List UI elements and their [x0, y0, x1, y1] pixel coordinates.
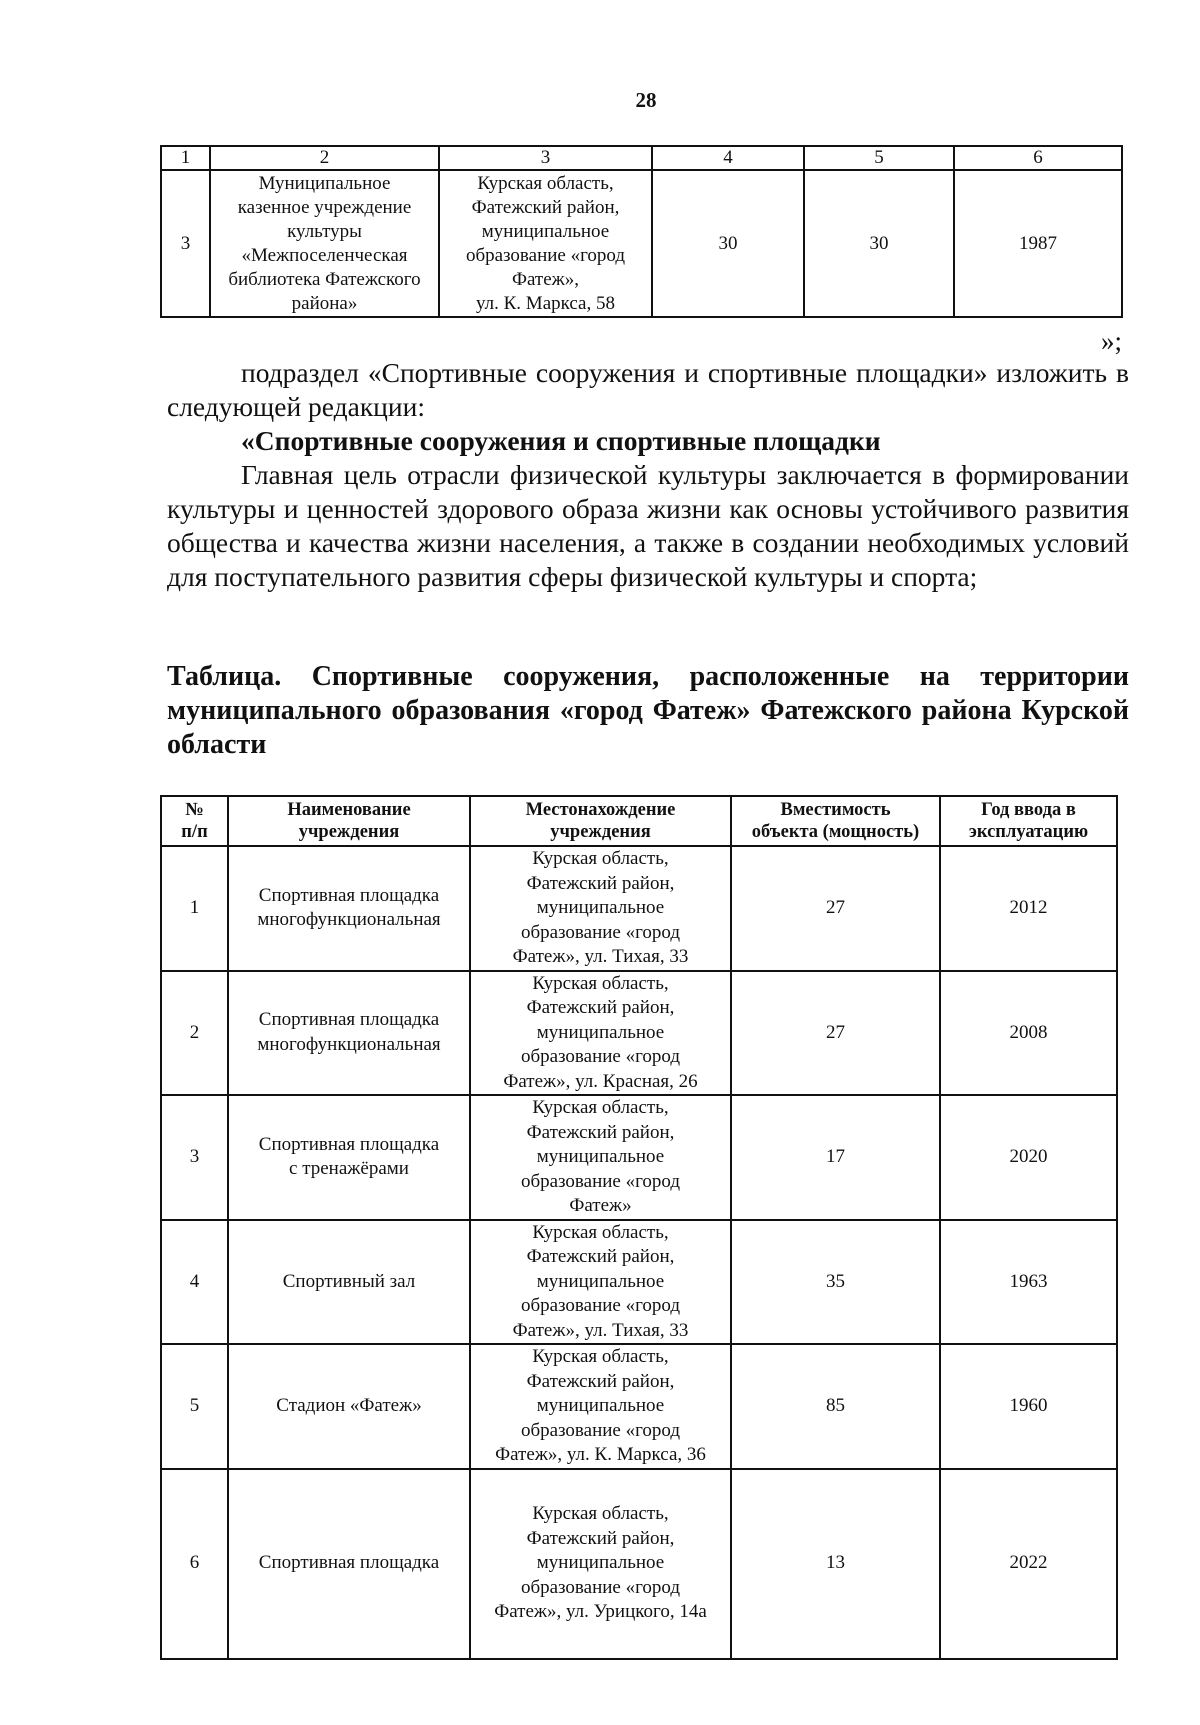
facility-capacity: 27: [731, 971, 940, 1096]
row-number: 6: [161, 1469, 228, 1659]
facility-name: Спортивная площадка многофункциональная: [228, 846, 470, 971]
header-year: Год ввода в эксплуатацию: [940, 796, 1117, 846]
table-header-row: [161, 796, 1117, 846]
facility-year: 1960: [940, 1344, 1117, 1469]
column-number: 2: [210, 146, 439, 170]
facility-capacity: 13: [731, 1469, 940, 1659]
header-capacity: Вместимость объекта (мощность): [731, 796, 940, 846]
facility-name: Спортивная площадка многофункциональная: [228, 971, 470, 1096]
facility-address: Курская область, Фатежский район, муниципальное образование «город Фатеж», ул. Урицкого, 14а: [470, 1469, 731, 1659]
continued-table: [160, 145, 1123, 318]
facility-name: Стадион «Фатеж»: [228, 1344, 470, 1469]
facility-address: Курская область, Фатежский район, муниципальное образование «город Фатеж», ул. Тихая, 33: [470, 1220, 731, 1345]
header-name: Наименование учреждения: [228, 796, 470, 846]
facility-address: Курская область, Фатежский район, муниципальное образование «город Фатеж»: [470, 1095, 731, 1220]
closing-quote: »;: [1100, 326, 1122, 356]
facility-year: 2022: [940, 1469, 1117, 1659]
facility-name: Спортивная площадка с тренажёрами: [228, 1095, 470, 1220]
header-number: № п/п: [161, 796, 228, 846]
cell-year: 1987: [954, 170, 1122, 317]
table-row: [161, 1220, 1117, 1345]
facility-address: Курская область, Фатежский район, муниципальное образование «город Фатеж», ул. Тихая, 33: [470, 846, 731, 971]
facility-year: 1963: [940, 1220, 1117, 1345]
facility-year: 2012: [940, 846, 1117, 971]
table-row: [161, 1469, 1117, 1659]
subsection-paragraph: подраздел «Спортивные сооружения и спортивные площадки» изложить в следующей редакции:: [167, 357, 1129, 422]
table-row: [161, 1095, 1117, 1220]
facility-address: Курская область, Фатежский район, муниципальное образование «город Фатеж», ул. Красная, 26: [470, 971, 731, 1096]
table-row: [161, 1344, 1117, 1469]
row-number: 3: [161, 1095, 228, 1220]
facility-capacity: 85: [731, 1344, 940, 1469]
row-number: 2: [161, 971, 228, 1096]
facility-capacity: 27: [731, 846, 940, 971]
page-number: 28: [635, 88, 657, 112]
column-number: 5: [804, 146, 954, 170]
column-number: 6: [954, 146, 1122, 170]
table-row: [161, 170, 1122, 317]
institution-name: Муниципальное казенное учреждение культуры «Межпоселенческая библиотека Фатежского района»: [210, 170, 439, 317]
row-number: 3: [161, 170, 210, 317]
facility-capacity: 35: [731, 1220, 940, 1345]
section-heading: «Спортивные сооружения и спортивные площадки: [241, 425, 881, 456]
row-number: 1: [161, 846, 228, 971]
column-number: 1: [161, 146, 210, 170]
facility-capacity: 17: [731, 1095, 940, 1220]
table-caption: Таблица. Спортивные сооружения, расположенные на территории муниципального образования «город Фатеж» Фатежского района Курской области: [167, 661, 1129, 760]
facility-address: Курская область, Фатежский район, муниципальное образование «город Фатеж», ул. К. Маркса, 36: [470, 1344, 731, 1469]
facility-name: Спортивный зал: [228, 1220, 470, 1345]
sports-facilities-table: [160, 795, 1118, 1660]
header-location: Местонахождение учреждения: [470, 796, 731, 846]
goal-paragraph: Главная цель отрасли физической культуры заключается в формировании культуры и ценностей здорового образа жизни как основы устойчивого развития общества и качества жизни населения, а также в создании необходимых условий для поступательного развития сферы физической культуры и спорта;: [167, 459, 1129, 592]
table-row: [161, 971, 1117, 1096]
row-number: 4: [161, 1220, 228, 1345]
column-number-row: [161, 146, 1122, 170]
institution-address: Курская область, Фатежский район, муниципальное образование «город Фатеж», ул. К. Маркса, 58: [439, 170, 652, 317]
column-number: 3: [439, 146, 652, 170]
facility-name: Спортивная площадка: [228, 1469, 470, 1659]
facility-year: 2020: [940, 1095, 1117, 1220]
cell-col5: 30: [804, 170, 954, 317]
cell-col4: 30: [652, 170, 804, 317]
column-number: 4: [652, 146, 804, 170]
row-number: 5: [161, 1344, 228, 1469]
table-row: [161, 846, 1117, 971]
facility-year: 2008: [940, 971, 1117, 1096]
